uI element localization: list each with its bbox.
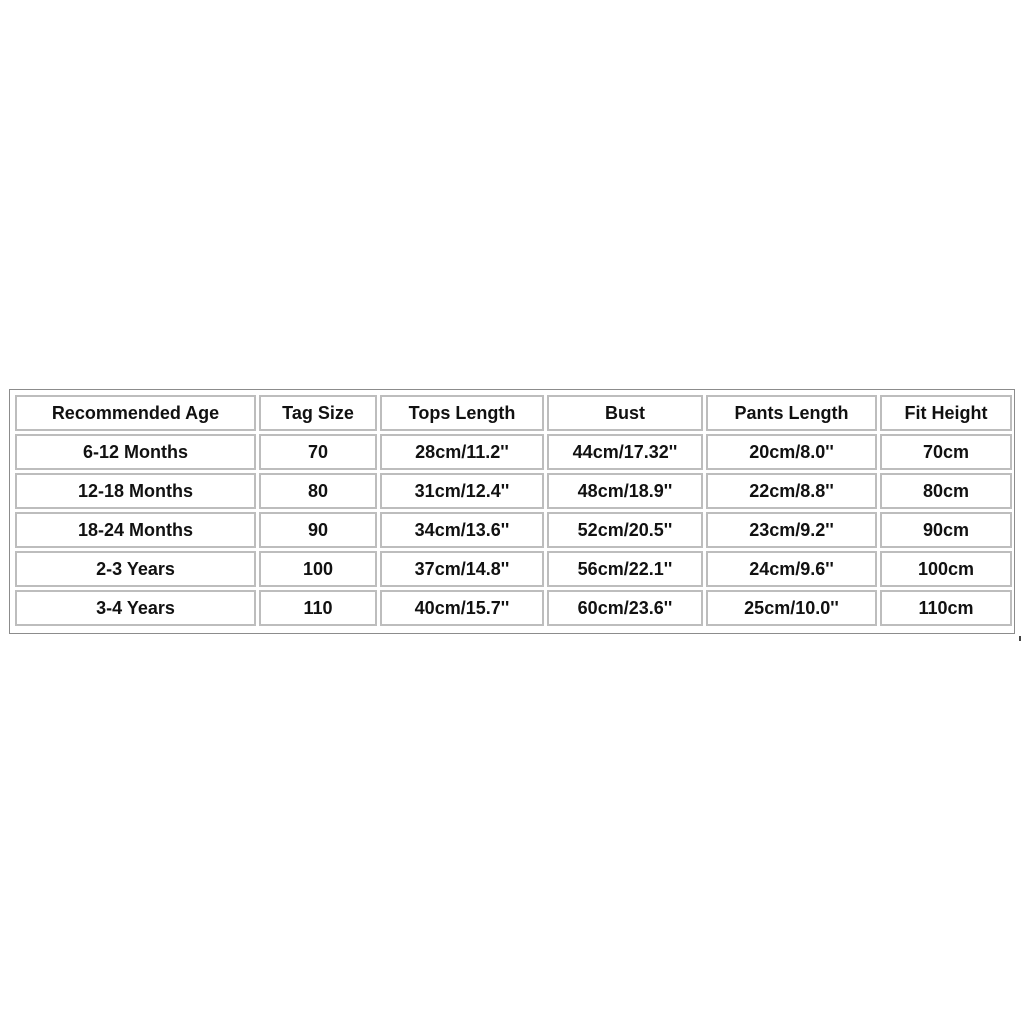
cell-recommended-age: 6-12 Months xyxy=(15,434,256,470)
cell-tops-length: 40cm/15.7'' xyxy=(380,590,544,626)
table-row xyxy=(15,434,1012,470)
table-row xyxy=(15,551,1012,587)
cell-fit-height: 90cm xyxy=(880,512,1012,548)
cell-bust: 52cm/20.5'' xyxy=(547,512,703,548)
cell-recommended-age: 12-18 Months xyxy=(15,473,256,509)
header-fit-height: Fit Height xyxy=(880,395,1012,431)
cell-pants-length: 25cm/10.0'' xyxy=(706,590,877,626)
cell-bust: 48cm/18.9'' xyxy=(547,473,703,509)
table-row xyxy=(15,473,1012,509)
cell-tag-size: 80 xyxy=(259,473,377,509)
table-row xyxy=(15,590,1012,626)
table-row xyxy=(15,512,1012,548)
cell-fit-height: 110cm xyxy=(880,590,1012,626)
cell-tag-size: 70 xyxy=(259,434,377,470)
cell-pants-length: 22cm/8.8'' xyxy=(706,473,877,509)
cell-pants-length: 24cm/9.6'' xyxy=(706,551,877,587)
cell-bust: 56cm/22.1'' xyxy=(547,551,703,587)
cell-recommended-age: 18-24 Months xyxy=(15,512,256,548)
cell-fit-height: 70cm xyxy=(880,434,1012,470)
header-recommended-age: Recommended Age xyxy=(15,395,256,431)
cell-tag-size: 100 xyxy=(259,551,377,587)
cell-pants-length: 20cm/8.0'' xyxy=(706,434,877,470)
cell-fit-height: 100cm xyxy=(880,551,1012,587)
size-chart xyxy=(9,389,1015,634)
header-tops-length: Tops Length xyxy=(380,395,544,431)
header-bust: Bust xyxy=(547,395,703,431)
cell-recommended-age: 2-3 Years xyxy=(15,551,256,587)
header-tag-size: Tag Size xyxy=(259,395,377,431)
stray-mark xyxy=(1019,636,1021,641)
cell-tops-length: 34cm/13.6'' xyxy=(380,512,544,548)
table-header-row xyxy=(15,395,1012,431)
size-table xyxy=(12,392,1015,629)
header-pants-length: Pants Length xyxy=(706,395,877,431)
cell-recommended-age: 3-4 Years xyxy=(15,590,256,626)
cell-pants-length: 23cm/9.2'' xyxy=(706,512,877,548)
cell-bust: 60cm/23.6'' xyxy=(547,590,703,626)
cell-tag-size: 110 xyxy=(259,590,377,626)
cell-tops-length: 28cm/11.2'' xyxy=(380,434,544,470)
cell-fit-height: 80cm xyxy=(880,473,1012,509)
cell-tag-size: 90 xyxy=(259,512,377,548)
cell-tops-length: 31cm/12.4'' xyxy=(380,473,544,509)
cell-bust: 44cm/17.32'' xyxy=(547,434,703,470)
cell-tops-length: 37cm/14.8'' xyxy=(380,551,544,587)
